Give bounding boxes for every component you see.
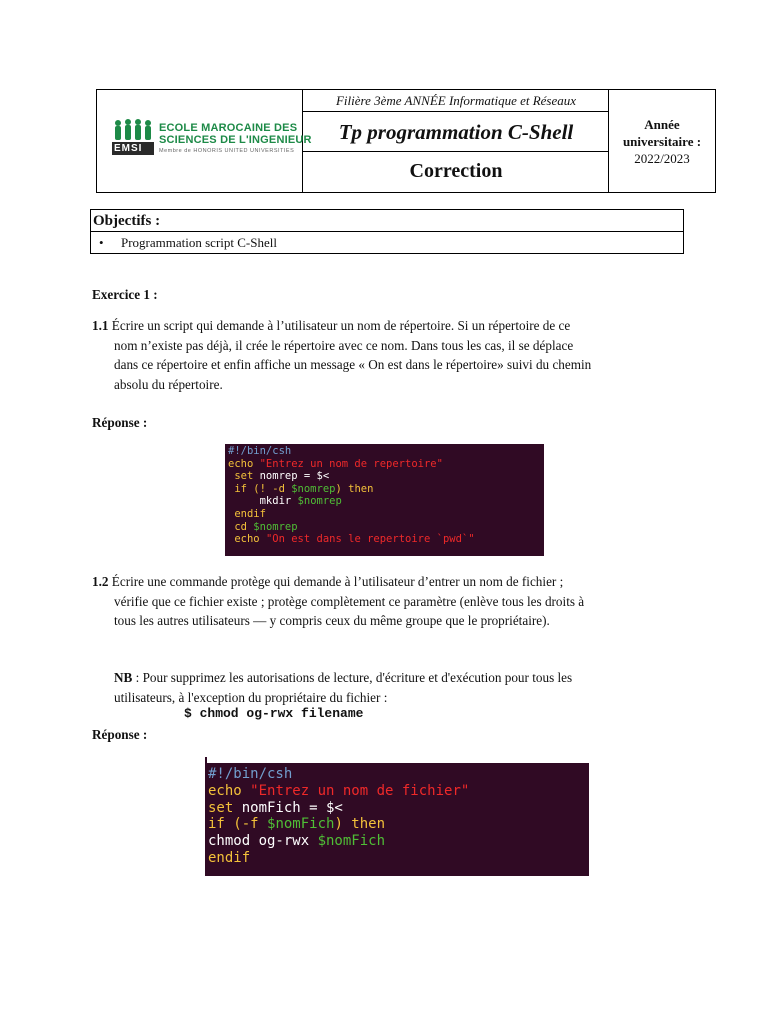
code-screenshot-2: #!/bin/csh echo "Entrez un nom de fichier" set nomFich = $< if (-f $nomFich) then chmod og-rwx $nomFich endif	[205, 763, 589, 876]
year-label-2: universitaire :	[622, 134, 702, 149]
logo-line-1: ECOLE MAROCAINE DES	[159, 122, 298, 134]
nb-command: $ chmod og-rwx filename	[184, 706, 364, 721]
objectives-title: Objectifs :	[91, 210, 683, 232]
nb-line-1	[114, 668, 684, 688]
school-logo	[111, 118, 157, 163]
objectives-box	[90, 209, 684, 254]
question-1-2-line-3: tous les autres utilisateurs — y compris ceux du même groupe que le propriétaire).	[114, 613, 550, 628]
code-line: echo	[228, 457, 260, 470]
code-line: #!/bin/csh	[208, 766, 293, 782]
code-line: #!/bin/csh	[228, 445, 292, 457]
bullet-icon: •	[99, 235, 104, 250]
nb-note	[114, 668, 684, 707]
nb-text: : Pour supprimez les autorisations de lecture, d'écriture et d'exécution pour tous les	[132, 670, 573, 685]
question-number: 1.1	[92, 318, 109, 333]
objective-item	[91, 233, 277, 253]
logo-cell	[97, 90, 312, 192]
reponse-label-1: Réponse :	[92, 415, 148, 430]
correction-label: Correction	[409, 160, 503, 182]
nb-label: NB	[114, 670, 133, 685]
question-1-2-line-1	[92, 572, 682, 592]
question-1-1	[92, 316, 682, 394]
code-screenshot-1: #!/bin/csh echo "Entrez un nom de repertoire" set nomrep = $< if (! -d $nomrep) then mkdir $nomrep endif cd $nomrep echo "On est dans le repertoire `pwd`"	[225, 444, 544, 556]
logo-badge: EMSI	[114, 143, 143, 154]
logo-line-3: Membre de HONORIS UNITED UNIVERSITIES	[159, 148, 295, 154]
nb-line-2: utilisateurs, à l'exception du propriétaire du fichier :	[114, 689, 388, 705]
code-line: "Entrez un nom de repertoire"	[259, 457, 443, 470]
question-1-1-line-4: absolu du répertoire.	[114, 376, 223, 392]
exercise-title: Exercice 1 :	[92, 287, 158, 302]
title-cell	[303, 90, 609, 192]
header-table	[96, 89, 716, 193]
logo-text	[159, 122, 312, 154]
question-1-2-line-2: vérifie que ce fichier existe ; protège complètement ce paramètre (enlève tous les droits à	[114, 593, 585, 609]
year-label-1: Année	[644, 117, 680, 132]
question-1-2	[92, 572, 682, 631]
question-1-1-line-3: dans ce répertoire et enfin affiche un message « On est dans le répertoire» suivi du chemin	[114, 357, 592, 372]
question-1-1-line-1	[92, 316, 682, 336]
logo-line-2: SCIENCES DE L'INGENIEUR	[159, 134, 312, 146]
program-subtitle: Filière 3ème ANNÉE Informatique et Réseaux	[303, 90, 609, 112]
year-value: 2022/2023	[634, 151, 690, 166]
question-text: Écrire une commande protège qui demande à l’utilisateur d’entrer un nom de fichier ;	[111, 574, 564, 589]
question-number: 1.2	[92, 574, 109, 589]
academic-year	[609, 116, 715, 167]
question-1-1-line-2: nom n’existe pas déjà, il crée le répertoire avec ce nom. Dans tous les cas, il se déplace	[114, 337, 574, 353]
year-cell	[609, 90, 715, 192]
reponse-label-2: Réponse :	[92, 727, 148, 742]
objective-text: Programmation script C-Shell	[121, 235, 277, 250]
question-text: Écrire un script qui demande à l’utilisateur un nom de répertoire. Si un répertoire de ce	[111, 318, 571, 333]
document-title: Tp programmation C-Shell	[303, 112, 609, 152]
